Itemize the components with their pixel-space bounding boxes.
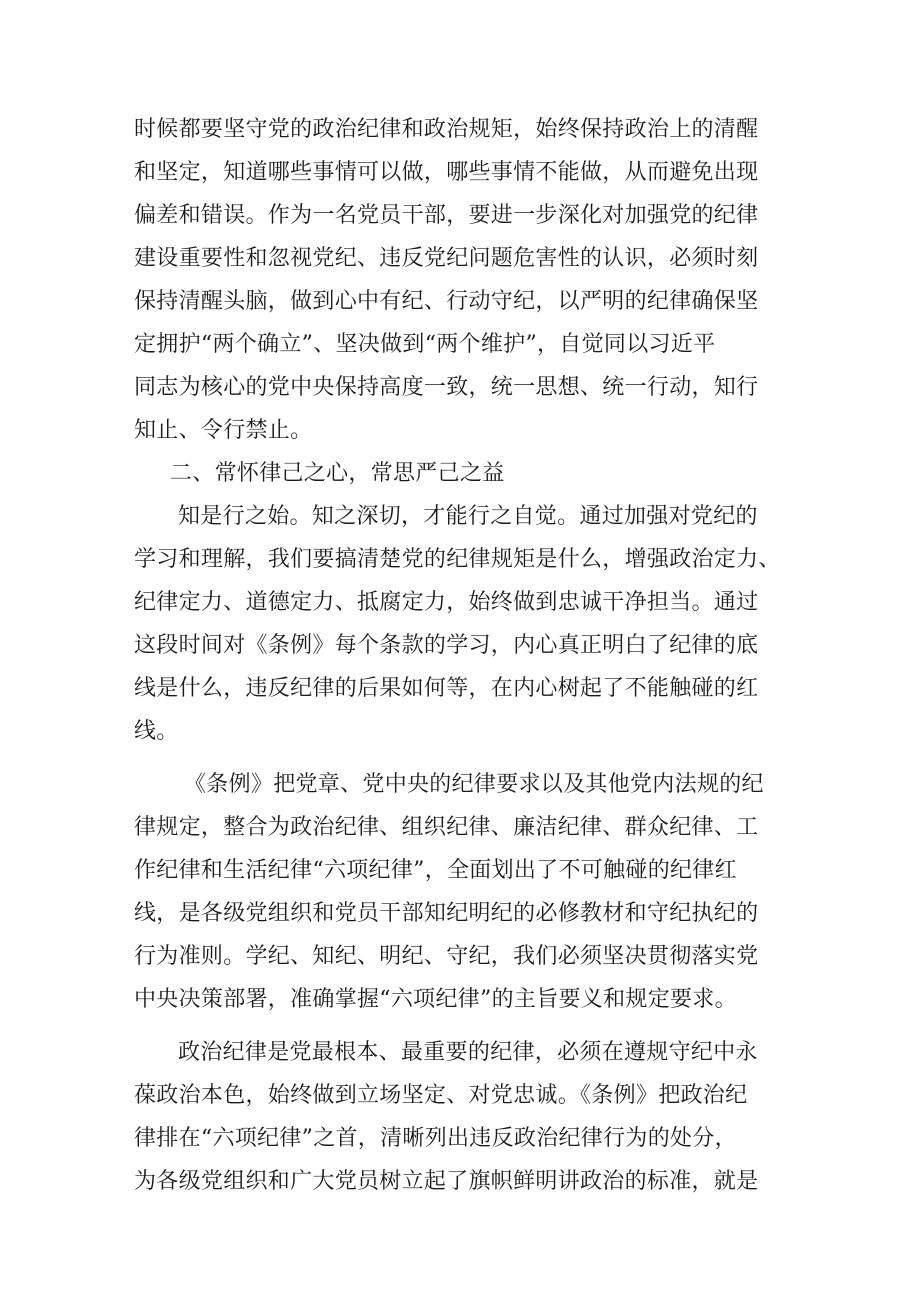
text-line: 《条例》把党章、党中央的纪律要求以及其他党内法规的纪: [184, 772, 764, 797]
paragraph-4: [134, 1031, 794, 1203]
text-line: 学习和理解，我们要搞清楚党的纪律规矩是什么，增强政治定力、: [134, 547, 781, 572]
document-body: [134, 108, 794, 1203]
text-line: 作纪律和生活纪律“六项纪律”，全面划出了不可触碰的纪律红: [134, 858, 737, 883]
section-heading: 二、常怀律己之心，常思严己之益: [170, 461, 505, 486]
text-line: 建设重要性和忽视党纪、违反党纪问题危害性的认识，必须时刻: [134, 246, 759, 271]
text-line: 政治纪律是党最根本、最重要的纪律，必须在遵规守纪中永: [178, 1040, 758, 1065]
paragraph-3: [134, 763, 794, 1021]
text-line: 和坚定，知道哪些事情可以做，哪些事情不能做，从而避免出现: [134, 160, 759, 185]
text-line: 中央决策部署，准确掌握“六项纪律”的主旨要义和规定要求。: [134, 987, 737, 1012]
text-line: 葆政治本色，始终做到立场坚定、对党忠诚。《条例》把政治纪: [134, 1083, 748, 1108]
text-line: 线是什么，违反纪律的后果如何等，在内心树起了不能触碰的红: [134, 676, 759, 701]
text-line: 律排在“六项纪律”之首，清晰列出违反政治纪律行为的处分，: [134, 1126, 737, 1151]
text-line: 知止、令行禁止。: [134, 418, 313, 443]
text-line: 为各级党组织和广大党员树立起了旗帜鲜明讲政治的标准，就是: [134, 1169, 759, 1194]
text-line: 律规定，整合为政治纪律、组织纪律、廉洁纪律、群众纪律、工: [134, 815, 759, 840]
text-line: 定拥护“两个确立”、坚决做到“两个维护”，自觉同以习近平: [134, 332, 716, 357]
text-line: 纪律定力、道德定力、抵腐定力，始终做到忠诚干净担当。通过: [134, 590, 759, 615]
text-line: 知是行之始。知之深切，才能行之自觉。通过加强对党纪的: [178, 504, 758, 529]
text-line: 保持清醒头脑，做到心中有纪、行动守纪，以严明的纪律确保坚: [134, 289, 759, 314]
text-line: 同志为核心的党中央保持高度一致，统一思想、统一行动，知行: [134, 375, 759, 400]
paragraph-2: [134, 495, 794, 753]
text-line: 线，是各级党组织和党员干部知纪明纪的必修教材和守纪执纪的: [134, 901, 759, 926]
paragraph-1: [134, 108, 794, 452]
text-line: 线。: [134, 719, 179, 744]
text-line: 这段时间对《条例》每个条款的学习，内心真正明白了纪律的底: [134, 633, 759, 658]
text-line: 行为准则。学纪、知纪、明纪、守纪，我们必须坚决贯彻落实党: [134, 944, 759, 969]
text-line: 时候都要坚守党的政治纪律和政治规矩，始终保持政治上的清醒: [134, 117, 759, 142]
text-line: 偏差和错误。作为一名党员干部，要进一步深化对加强党的纪律: [134, 203, 759, 228]
